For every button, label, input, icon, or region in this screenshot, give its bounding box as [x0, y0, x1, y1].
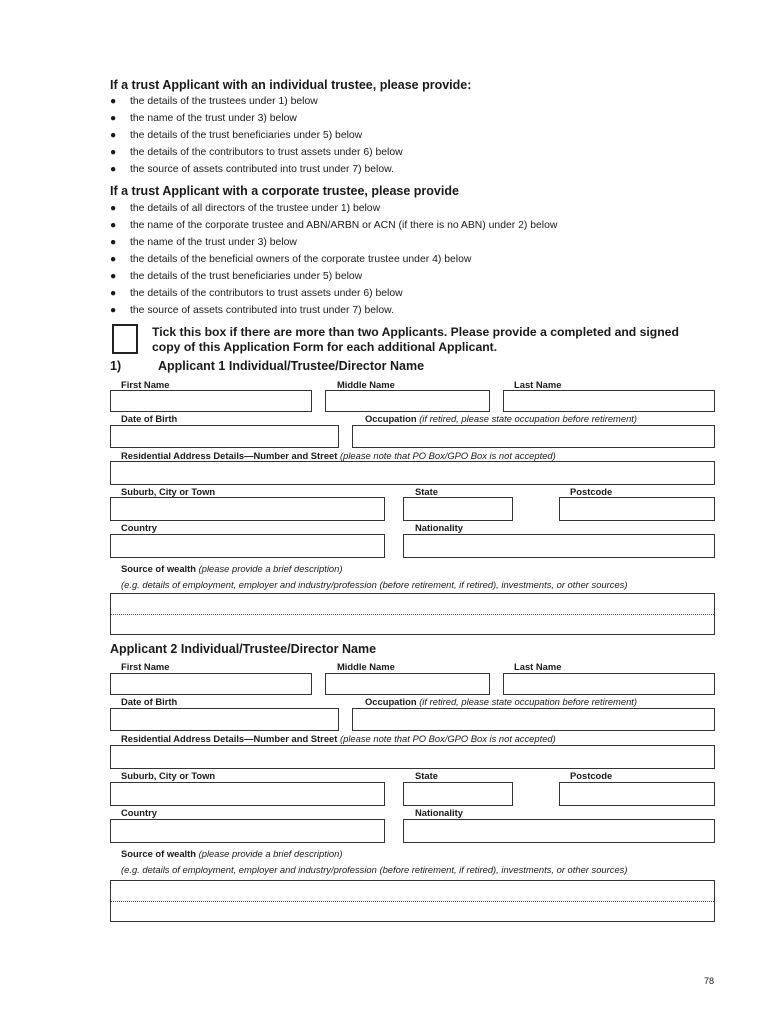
country-label: Country [121, 807, 157, 818]
list-item: ● the name of the trust under 3) below [110, 237, 297, 248]
applicant1-state-field[interactable] [403, 497, 513, 521]
source-of-wealth-example: (e.g. details of employment, employer and industry/profession (before retirement, if retired), investments, or other sources) [121, 864, 628, 875]
applicant2-heading: Applicant 2 Individual/Trustee/Director Name [110, 642, 377, 656]
list-item: ● the name of the trust under 3) below [110, 113, 297, 124]
list-item: ● the details of all directors of the trustee under 1) below [110, 203, 381, 214]
last-name-label: Last Name [514, 379, 562, 390]
additional-applicants-checkbox[interactable] [112, 324, 138, 354]
state-label: State [415, 486, 438, 497]
middle-name-label: Middle Name [337, 379, 395, 390]
dob-label: Date of Birth [121, 413, 178, 424]
list-item: ● the details of the contributors to trust assets under 6) below [110, 147, 403, 158]
applicant2-state-field[interactable] [403, 782, 513, 806]
applicant1-occupation-field[interactable] [352, 425, 715, 448]
list-item: ● the details of the trust beneficiaries under 5) below [110, 130, 363, 141]
state-label: State [415, 770, 438, 781]
dob-label: Date of Birth [121, 696, 178, 707]
applicant2-source-of-wealth-field[interactable] [110, 880, 715, 922]
applicant1-last-name-field[interactable] [503, 390, 715, 412]
applicant1-source-of-wealth-field[interactable] [110, 593, 715, 635]
page-number: 78 [704, 976, 715, 986]
field-divider [111, 614, 714, 615]
applicant2-last-name-field[interactable] [503, 673, 715, 695]
applicant2-dob-field[interactable] [110, 708, 339, 731]
applicant2-first-name-field[interactable] [110, 673, 312, 695]
source-of-wealth-label: Source of wealth (please provide a brief description) [121, 848, 343, 859]
applicant1-postcode-field[interactable] [559, 497, 715, 521]
nationality-label: Nationality [415, 522, 463, 533]
list-item: ● the source of assets contributed into trust under 7) below. [110, 305, 394, 316]
field-divider [111, 901, 714, 902]
applicant2-postcode-field[interactable] [559, 782, 715, 806]
occupation-label: Occupation (if retired, please state occupation before retirement) [365, 413, 638, 424]
applicant2-occupation-field[interactable] [352, 708, 715, 731]
country-label: Country [121, 522, 157, 533]
applicant1-heading: Applicant 1 Individual/Trustee/Director Name [158, 359, 425, 373]
source-of-wealth-label: Source of wealth (please provide a brief description) [121, 563, 343, 574]
list-item: ● the details of the beneficial owners of the corporate trustee under 4) below [110, 254, 472, 265]
tick-box-instructions: Tick this box if there are more than two Applicants. Please provide a completed and signed copy of this Application Form for each additional Applicant. [152, 325, 679, 354]
applicant2-address-field[interactable] [110, 745, 715, 769]
applicant2-country-field[interactable] [110, 819, 385, 843]
occupation-label: Occupation (if retired, please state occupation before retirement) [365, 696, 638, 707]
address-label: Residential Address Details—Number and Street (please note that PO Box/GPO Box is not accepted) [121, 733, 556, 744]
first-name-label: First Name [121, 661, 170, 672]
suburb-label: Suburb, City or Town [121, 770, 216, 781]
address-label: Residential Address Details—Number and Street (please note that PO Box/GPO Box is not accepted) [121, 450, 556, 461]
middle-name-label: Middle Name [337, 661, 395, 672]
applicant1-nationality-field[interactable] [403, 534, 715, 558]
list-item: ● the details of the trust beneficiaries under 5) below [110, 271, 363, 282]
applicant1-country-field[interactable] [110, 534, 385, 558]
applicant1-dob-field[interactable] [110, 425, 339, 448]
list-item: ● the details of the contributors to trust assets under 6) below [110, 288, 403, 299]
applicant2-middle-name-field[interactable] [325, 673, 490, 695]
list-item: ● the details of the trustees under 1) below [110, 96, 318, 107]
nationality-label: Nationality [415, 807, 463, 818]
applicant1-address-field[interactable] [110, 461, 715, 485]
applicant1-middle-name-field[interactable] [325, 390, 490, 412]
postcode-label: Postcode [570, 770, 613, 781]
list-item: ● the name of the corporate trustee and ABN/ARBN or ACN (if there is no ABN) under 2) below [110, 220, 558, 231]
applicant1-suburb-field[interactable] [110, 497, 385, 521]
source-of-wealth-example: (e.g. details of employment, employer and industry/profession (before retirement, if retired), investments, or other sources) [121, 579, 628, 590]
suburb-label: Suburb, City or Town [121, 486, 216, 497]
applicant2-nationality-field[interactable] [403, 819, 715, 843]
applicant2-suburb-field[interactable] [110, 782, 385, 806]
first-name-label: First Name [121, 379, 170, 390]
last-name-label: Last Name [514, 661, 562, 672]
postcode-label: Postcode [570, 486, 613, 497]
list-item: ● the source of assets contributed into trust under 7) below. [110, 164, 394, 175]
section-number: 1) [110, 359, 122, 373]
individual-trustee-heading: If a trust Applicant with an individual trustee, please provide: [110, 78, 472, 92]
corporate-trustee-heading: If a trust Applicant with a corporate trustee, please provide [110, 184, 459, 198]
applicant1-first-name-field[interactable] [110, 390, 312, 412]
